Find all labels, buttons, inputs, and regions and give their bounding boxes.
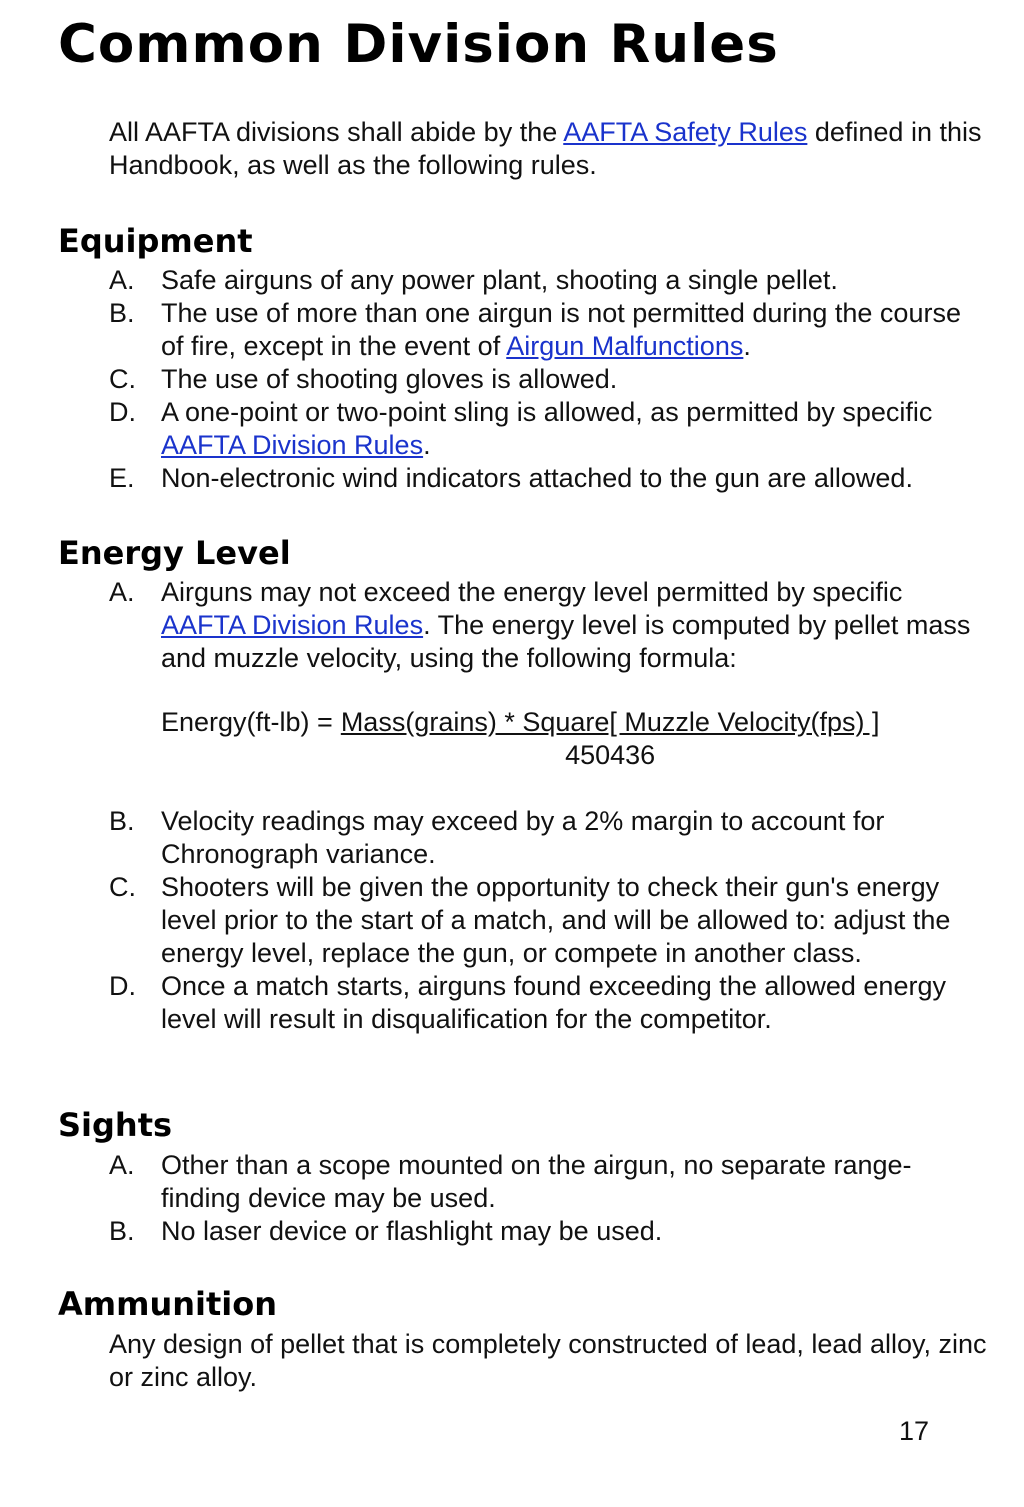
item-marker: A. bbox=[109, 265, 135, 295]
item-text bbox=[161, 576, 989, 675]
item-text: Velocity readings may exceed by a 2% margin to account for Chronograph variance. bbox=[161, 806, 885, 869]
list-item bbox=[109, 871, 989, 970]
item-marker: A. bbox=[109, 1150, 135, 1180]
energy-level-heading: Energy Level bbox=[58, 534, 291, 572]
formula-lhs: Energy(ft-lb) = bbox=[161, 707, 333, 737]
division-rules-link[interactable]: AAFTA Division Rules bbox=[161, 430, 424, 460]
energy-list-b bbox=[109, 805, 989, 1036]
item-text bbox=[161, 396, 989, 462]
list-item bbox=[109, 396, 989, 462]
item-marker: E. bbox=[109, 463, 135, 493]
list-item bbox=[109, 1149, 989, 1215]
item-text: Safe airguns of any power plant, shooting a single pellet. bbox=[161, 265, 838, 295]
formula-denominator: 450436 bbox=[565, 740, 656, 770]
item-text-after: . The energy level is computed by pellet mass and muzzle velocity, using the following formula: bbox=[161, 610, 971, 673]
item-text-before: A one-point or two-point sling is allowed, as permitted by specific bbox=[161, 397, 933, 427]
sights-list bbox=[109, 1149, 989, 1248]
item-text-before: Airguns may not exceed the energy level permitted by specific bbox=[161, 577, 903, 607]
formula-fraction bbox=[341, 706, 880, 772]
item-marker: A. bbox=[109, 577, 135, 607]
item-text: No laser device or flashlight may be used. bbox=[161, 1216, 663, 1246]
item-text: Non-electronic wind indicators attached to the gun are allowed. bbox=[161, 463, 913, 493]
equipment-heading: Equipment bbox=[58, 222, 253, 260]
list-item bbox=[109, 576, 989, 675]
equipment-list bbox=[109, 264, 989, 495]
energy-formula bbox=[161, 706, 880, 772]
intro-paragraph bbox=[109, 116, 989, 182]
item-text-before: The use of more than one airgun is not permitted during the course of fire, except in the event of bbox=[161, 298, 961, 361]
sights-heading: Sights bbox=[58, 1106, 173, 1144]
item-marker: B. bbox=[109, 298, 135, 328]
list-item bbox=[109, 264, 989, 297]
intro-text-after: defined in this Handbook, as well as the following rules. bbox=[109, 117, 982, 180]
list-item bbox=[109, 805, 989, 871]
airgun-malfunctions-link[interactable]: Airgun Malfunctions bbox=[506, 331, 744, 361]
item-marker: B. bbox=[109, 806, 135, 836]
ammunition-heading: Ammunition bbox=[58, 1285, 278, 1323]
item-text-after: . bbox=[743, 331, 751, 361]
ammunition-paragraph: Any design of pellet that is completely constructed of lead, lead alloy, zinc or zinc alloy. bbox=[109, 1329, 987, 1392]
list-item bbox=[109, 970, 989, 1036]
item-marker: D. bbox=[109, 397, 136, 427]
list-item bbox=[109, 363, 989, 396]
list-item bbox=[109, 462, 989, 495]
item-text-after: . bbox=[423, 430, 431, 460]
item-text: The use of shooting gloves is allowed. bbox=[161, 364, 618, 394]
list-item bbox=[109, 1215, 989, 1248]
item-text bbox=[161, 297, 989, 363]
item-marker: C. bbox=[109, 364, 136, 394]
intro-text-before: All AAFTA divisions shall abide by the bbox=[109, 117, 564, 147]
item-marker: C. bbox=[109, 872, 136, 902]
division-rules-link[interactable]: AAFTA Division Rules bbox=[161, 610, 424, 640]
page-title: Common Division Rules bbox=[58, 14, 779, 75]
item-marker: B. bbox=[109, 1216, 135, 1246]
item-text: Once a match starts, airguns found exceeding the allowed energy level will result in disqualification for the competitor. bbox=[161, 971, 946, 1034]
item-text: Other than a scope mounted on the airgun, no separate range-finding device may be used. bbox=[161, 1150, 912, 1213]
page-number: 17 bbox=[898, 1416, 929, 1446]
item-marker: D. bbox=[109, 971, 136, 1001]
energy-list-a bbox=[109, 576, 989, 675]
list-item bbox=[109, 297, 989, 363]
item-text: Shooters will be given the opportunity to check their gun's energy level prior to the start of a match, and will be allowed to: adjust the energy level, replace the gun, or compete in another class. bbox=[161, 872, 951, 968]
formula-numerator: Mass(grains) * Square[ Muzzle Velocity(fps) ] bbox=[340, 707, 880, 737]
safety-rules-link[interactable]: AAFTA Safety Rules bbox=[563, 117, 808, 147]
